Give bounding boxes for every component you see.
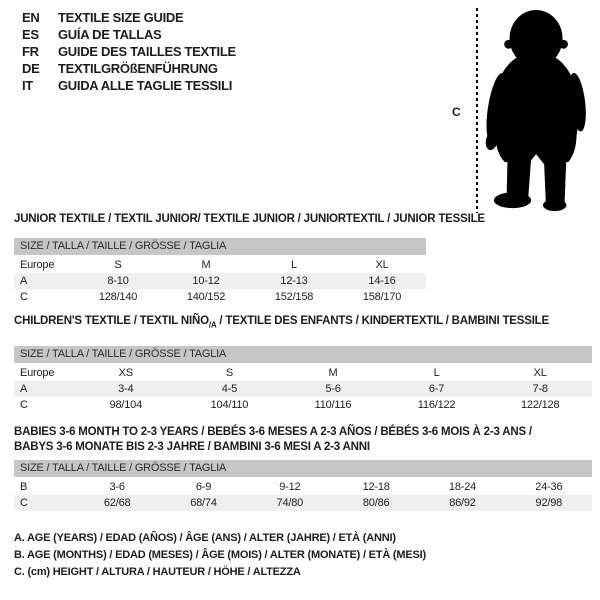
junior-age-row <box>14 273 426 289</box>
height-cell: 80/86 <box>362 497 390 509</box>
months-cell: 6-9 <box>195 481 212 493</box>
size-cell: L <box>433 367 440 379</box>
language-title: GUÍA DE TALLAS <box>58 27 162 42</box>
language-row-de <box>22 60 236 77</box>
children-title-suffix: / TEXTILE DES ENFANTS / KINDERTEXTIL / BAMBINI TESSILE <box>216 315 549 327</box>
standing-baby-silhouette-icon <box>485 8 593 214</box>
children-title-sub: /A <box>208 320 217 330</box>
row-label: C <box>20 399 28 411</box>
height-cell: 86/92 <box>449 497 476 509</box>
size-cell: S <box>114 259 122 271</box>
months-cell: 12-18 <box>362 481 390 493</box>
row-label: Europe <box>20 259 55 271</box>
height-measure-label: C <box>452 105 461 119</box>
language-code: ES <box>22 27 39 42</box>
height-cell: 128/140 <box>98 291 138 303</box>
row-label: A <box>20 383 28 395</box>
footnote-age-months: B. AGE (MONTHS) / EDAD (MESES) / ÂGE (MOIS) / ALTER (MONATE) / ETÀ (MESI) <box>14 549 426 561</box>
age-cell: 3-4 <box>118 383 134 395</box>
size-cell: S <box>225 367 233 379</box>
language-title-list <box>22 9 236 94</box>
age-cell: 12-13 <box>280 275 308 287</box>
children-size-header-bar: SIZE / TALLA / TAILLE / GRÖSSE / TAGLIA <box>14 346 592 363</box>
junior-height-row <box>14 289 426 305</box>
language-row-en <box>22 9 236 26</box>
babies-size-header-bar: SIZE / TALLA / TAILLE / GRÖSSE / TAGLIA <box>14 460 592 477</box>
junior-europe-row <box>14 257 426 273</box>
height-cell: 68/74 <box>190 497 217 509</box>
junior-size-header-bar: SIZE / TALLA / TAILLE / GRÖSSE / TAGLIA <box>14 238 426 255</box>
children-height-row <box>14 397 592 413</box>
junior-size-table <box>14 238 426 305</box>
months-cell: 18-24 <box>448 481 477 493</box>
height-cell: 158/170 <box>362 291 402 303</box>
size-cell: M <box>328 367 338 379</box>
age-cell: 8-10 <box>107 275 129 287</box>
footnote-height-cm: C. (cm) HEIGHT / ALTURA / HAUTEUR / HÖHE / ALTEZZA <box>14 566 301 578</box>
language-code: IT <box>22 78 33 93</box>
row-label: A <box>20 275 28 287</box>
children-age-row <box>14 381 592 397</box>
children-section-title <box>14 315 549 329</box>
footnote-age-years: A. AGE (YEARS) / EDAD (AÑOS) / ÂGE (ANS) / ALTER (JAHRE) / ETÀ (ANNI) <box>14 532 396 544</box>
row-label: C <box>20 291 28 303</box>
height-cell: 104/110 <box>210 399 249 411</box>
babies-size-table <box>14 460 592 511</box>
size-cell: L <box>291 259 297 271</box>
height-cell: 92/98 <box>535 497 563 509</box>
babies-section-title <box>14 425 532 455</box>
language-title: GUIDE DES TAILLES TEXTILE <box>58 44 236 59</box>
junior-section-title: JUNIOR TEXTILE / TEXTIL JUNIOR/ TEXTILE JUNIOR / JUNIORTEXTIL / JUNIOR TESSILE <box>14 213 485 225</box>
height-cell: 62/68 <box>103 497 131 509</box>
language-code: FR <box>22 44 39 59</box>
height-cell: 74/80 <box>276 497 304 509</box>
size-cell: XL <box>533 367 547 379</box>
children-size-table <box>14 346 592 413</box>
babies-title-line2: BABYS 3-6 MONATE BIS 2-3 JAHRE / BAMBINI 3-6 MESI A 2-3 ANNI <box>14 441 370 453</box>
language-title: TEXTILE SIZE GUIDE <box>58 10 184 25</box>
months-cell: 24-36 <box>535 481 563 493</box>
language-code: DE <box>22 61 40 76</box>
height-cell: 122/128 <box>521 399 560 411</box>
babies-height-row <box>14 495 592 511</box>
height-measure-dashed-line <box>476 8 478 213</box>
height-cell: 110/116 <box>314 399 352 411</box>
age-cell: 5-6 <box>325 383 341 395</box>
children-europe-row <box>14 365 592 381</box>
size-cell: XS <box>118 367 133 379</box>
language-row-fr <box>22 43 236 60</box>
row-label: Europe <box>20 367 55 379</box>
row-label: C <box>20 497 28 509</box>
language-code: EN <box>22 10 40 25</box>
language-title: GUIDA ALLE TAGLIE TESSILI <box>58 78 233 93</box>
babies-months-row <box>14 479 592 495</box>
children-title-prefix: CHILDREN'S TEXTILE / TEXTIL NIÑO <box>14 315 209 327</box>
language-row-es <box>22 26 236 43</box>
months-cell: 3-6 <box>109 481 125 493</box>
legend-footnotes <box>14 530 426 581</box>
age-cell: 7-8 <box>532 383 548 395</box>
size-cell: XL <box>375 259 389 271</box>
age-cell: 4-5 <box>221 383 238 395</box>
age-cell: 10-12 <box>192 275 220 287</box>
language-row-it <box>22 77 236 94</box>
height-cell: 140/152 <box>186 291 226 303</box>
height-cell: 98/104 <box>109 399 143 411</box>
baby-figure-area <box>450 5 598 217</box>
size-cell: M <box>201 259 211 271</box>
height-cell: 152/158 <box>274 291 314 303</box>
age-cell: 6-7 <box>428 383 445 395</box>
babies-title-line1: BABIES 3-6 MONTH TO 2-3 YEARS / BEBÉS 3-6 MESES A 2-3 AÑOS / BÉBÉS 3-6 MOIS À 2-3 ANS / <box>14 426 532 438</box>
language-title: TEXTILGRÖßENFÜHRUNG <box>58 61 218 76</box>
height-cell: 116/122 <box>417 399 456 411</box>
row-label: B <box>20 481 28 493</box>
months-cell: 9-12 <box>279 481 301 493</box>
age-cell: 14-16 <box>368 275 396 287</box>
